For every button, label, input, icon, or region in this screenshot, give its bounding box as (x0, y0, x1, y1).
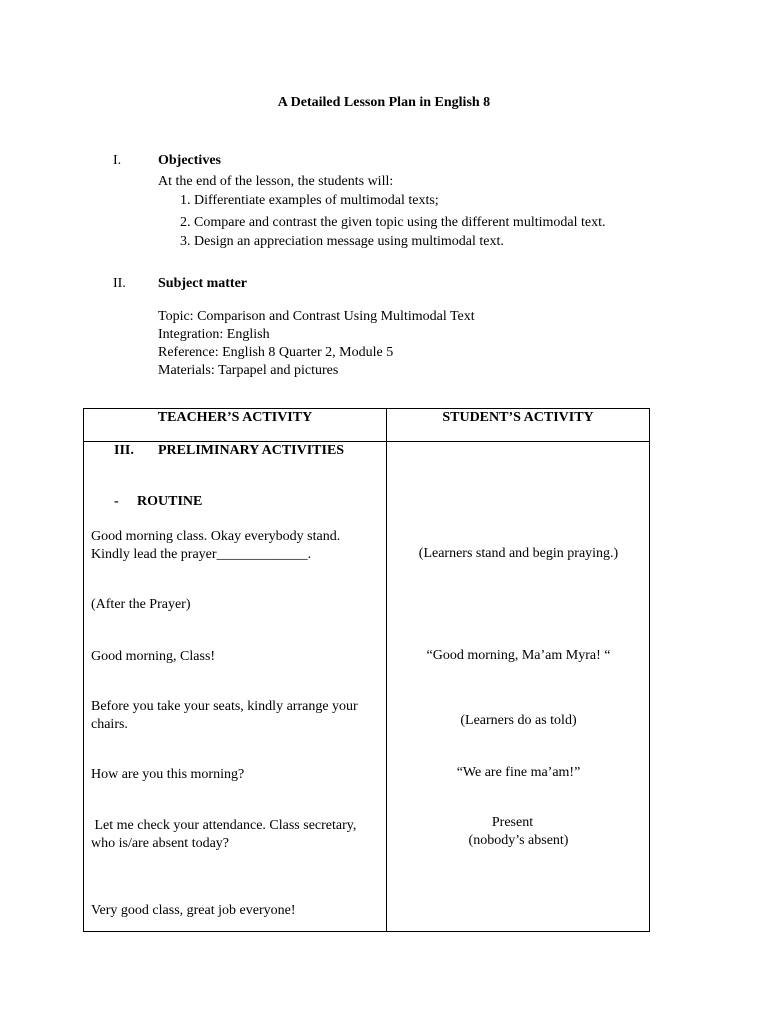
teacher-line: Let me check your attendance. Class secretary, (91, 818, 357, 833)
objective-item: 3. Design an appreciation message using multimodal text. (180, 234, 504, 249)
subject-integration: Integration: English (158, 327, 270, 342)
subject-materials: Materials: Tarpapel and pictures (158, 363, 339, 378)
teacher-line: Kindly lead the prayer_____________. (91, 547, 312, 562)
objectives-heading: Objectives (158, 153, 221, 168)
student-activity-header: STUDENT’S ACTIVITY (387, 409, 650, 442)
teacher-line: Very good class, great job everyone! (91, 903, 296, 918)
activity-table (83, 408, 650, 932)
subject-reference: Reference: English 8 Quarter 2, Module 5 (158, 345, 394, 360)
teacher-column (84, 442, 387, 932)
teacher-line: chairs. (91, 717, 128, 732)
teacher-line: How are you this morning? (91, 767, 245, 782)
objectives-number: I. (113, 153, 122, 168)
objective-item: 2. Compare and contrast the given topic using the different multimodal text. (180, 215, 606, 230)
subject-topic: Topic: Comparison and Contrast Using Multimodal Text (158, 309, 475, 324)
student-column (387, 442, 650, 932)
teacher-line: who is/are absent today? (91, 836, 230, 851)
student-line: (Learners do as told) (460, 713, 577, 728)
routine-dash: - (114, 494, 119, 509)
teacher-line: Good morning, Class! (91, 649, 216, 664)
student-line: “Good morning, Ma’am Myra! “ (426, 648, 611, 663)
subject-heading: Subject matter (158, 276, 248, 291)
student-line: Present (491, 815, 534, 830)
student-line: (Learners stand and begin praying.) (418, 546, 619, 561)
teacher-line: Good morning class. Okay everybody stand. (91, 529, 341, 544)
routine-heading: ROUTINE (137, 494, 203, 509)
section-number: III. (114, 443, 134, 458)
student-line: (nobody’s absent) (468, 833, 569, 848)
teacher-activity-header: TEACHER’S ACTIVITY (84, 409, 387, 442)
section-title: PRELIMINARY ACTIVITIES (158, 443, 345, 458)
student-line: “We are fine ma’am!” (456, 765, 581, 780)
teacher-line: Before you take your seats, kindly arrange your (91, 699, 358, 714)
objective-item: 1. Differentiate examples of multimodal texts; (180, 193, 439, 208)
objectives-intro: At the end of the lesson, the students will: (158, 174, 394, 189)
teacher-line: (After the Prayer) (91, 597, 191, 612)
page-title: A Detailed Lesson Plan in English 8 (277, 95, 491, 110)
subject-number: II. (113, 276, 126, 291)
